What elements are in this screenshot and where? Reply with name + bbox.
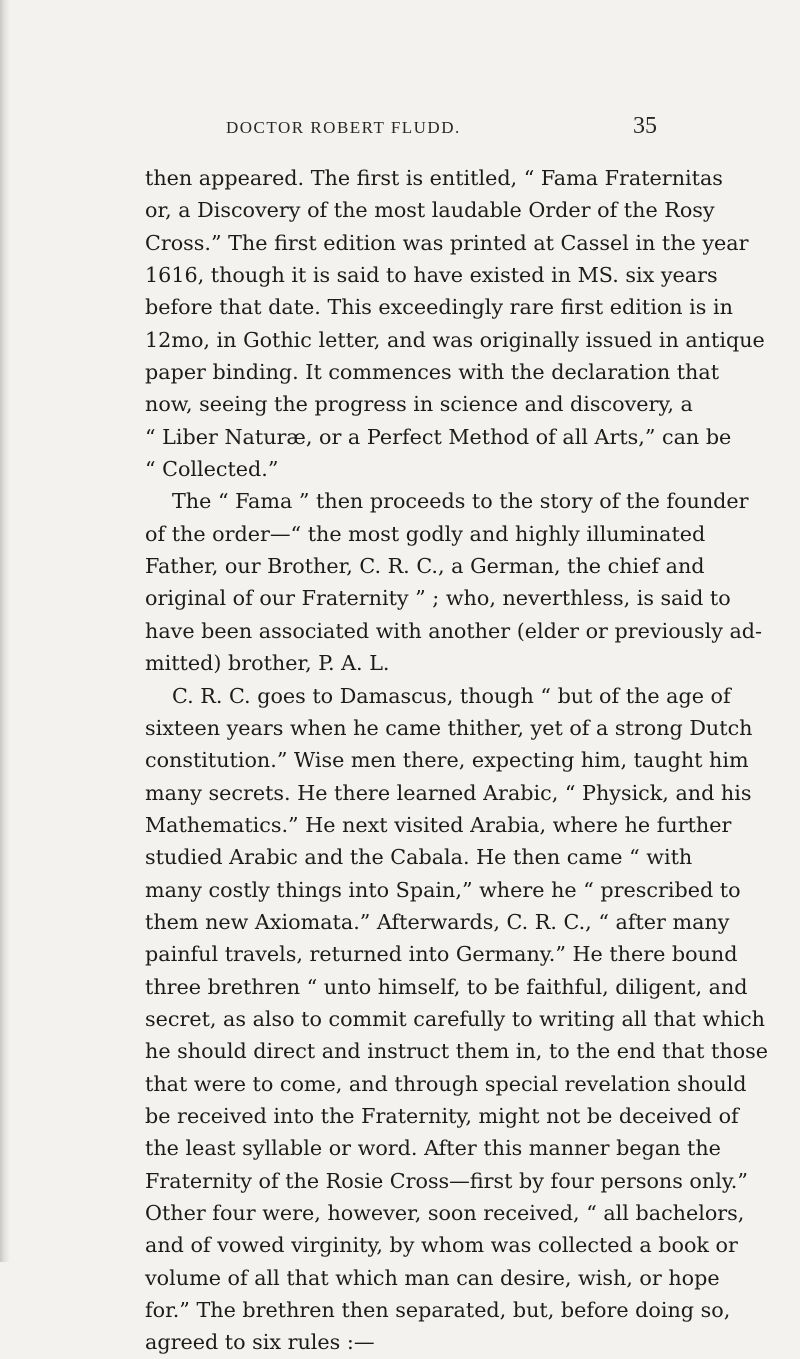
text-line: the least syllable or word. After this manner began the [145, 1136, 721, 1161]
text-line: for.” The brethren then separated, but, before doing so, [145, 1298, 731, 1323]
running-title: DOCTOR ROBERT FLUDD. [226, 118, 461, 137]
text-line: 1616, though it is said to have existed in MS. six years [145, 263, 718, 288]
paragraph-start-line: The “ Fama ” then proceeds to the story of the founder [172, 489, 749, 514]
text-line: he should direct and instruct them in, to the end that those [145, 1039, 768, 1064]
text-line: many costly things into Spain,” where he “ prescribed to [145, 877, 741, 902]
text-line: them new Axiomata.” Afterwards, C. R. C., “ after many [145, 909, 730, 934]
text-line: studied Arabic and the Cabala. He then came “ with [145, 845, 693, 870]
text-line: have been associated with another (elder or previously ad- [145, 618, 763, 643]
text-line: Fraternity of the Rosie Cross—first by four persons only.” [145, 1168, 748, 1193]
text-line: mitted) brother, P. A. L. [145, 651, 390, 676]
text-line: “ Liber Naturæ, or a Perfect Method of all Arts,” can be [145, 424, 732, 449]
text-line: volume of all that which man can desire, wish, or hope [145, 1265, 720, 1290]
text-line: 12mo, in Gothic letter, and was originally issued in antique [145, 327, 765, 352]
running-head [0, 113, 800, 143]
page-edge-shadow [0, 0, 10, 1262]
text-line: secret, as also to commit carefully to writing all that which [145, 1006, 766, 1031]
text-line: sixteen years when he came thither, yet of a strong Dutch [145, 715, 753, 740]
text-line: or, a Discovery of the most laudable Order of the Rosy [145, 198, 715, 223]
text-line: painful travels, returned into Germany.” He there bound [145, 942, 738, 967]
text-line: Father, our Brother, C. R. C., a German, the chief and [145, 554, 705, 579]
text-line: Other four were, however, soon received, “ all bachelors, [145, 1201, 745, 1225]
text-line: many secrets. He there learned Arabic, “ Physick, and his [145, 780, 752, 805]
text-line: of the order—“ the most godly and highly illuminated [145, 521, 706, 546]
text-line: three brethren “ unto himself, to be faithful, diligent, and [145, 974, 748, 999]
text-line: before that date. This exceedingly rare first edition is in [145, 295, 733, 320]
page-number: 35 [633, 113, 657, 139]
text-line: and of vowed virginity, by whom was collected a book or [145, 1233, 738, 1258]
text-line: “ Collected.” [145, 457, 279, 482]
text-line: paper binding. It commences with the declaration that [145, 360, 720, 385]
text-line: be received into the Fraternity, might not be deceived of [145, 1103, 739, 1128]
text-line: agreed to six rules :— [145, 1330, 375, 1355]
text-line: Mathematics.” He next visited Arabia, where he further [145, 812, 732, 837]
text-line: then appeared. The first is entitled, “ Fama Fraternitas [145, 166, 723, 190]
text-line: that were to come, and through special revelation should [145, 1071, 747, 1096]
text-line: Cross.” The first edition was printed at Cassel in the year [145, 230, 749, 255]
paragraph-start-line: C. R. C. goes to Damascus, though “ but of the age of [172, 683, 731, 708]
text-line: constitution.” Wise men there, expecting him, taught him [145, 748, 749, 773]
text-line: original of our Fraternity ” ; who, neverthless, is said to [145, 586, 731, 611]
text-line: now, seeing the progress in science and discovery, a [145, 392, 693, 417]
body-text [145, 162, 768, 1359]
